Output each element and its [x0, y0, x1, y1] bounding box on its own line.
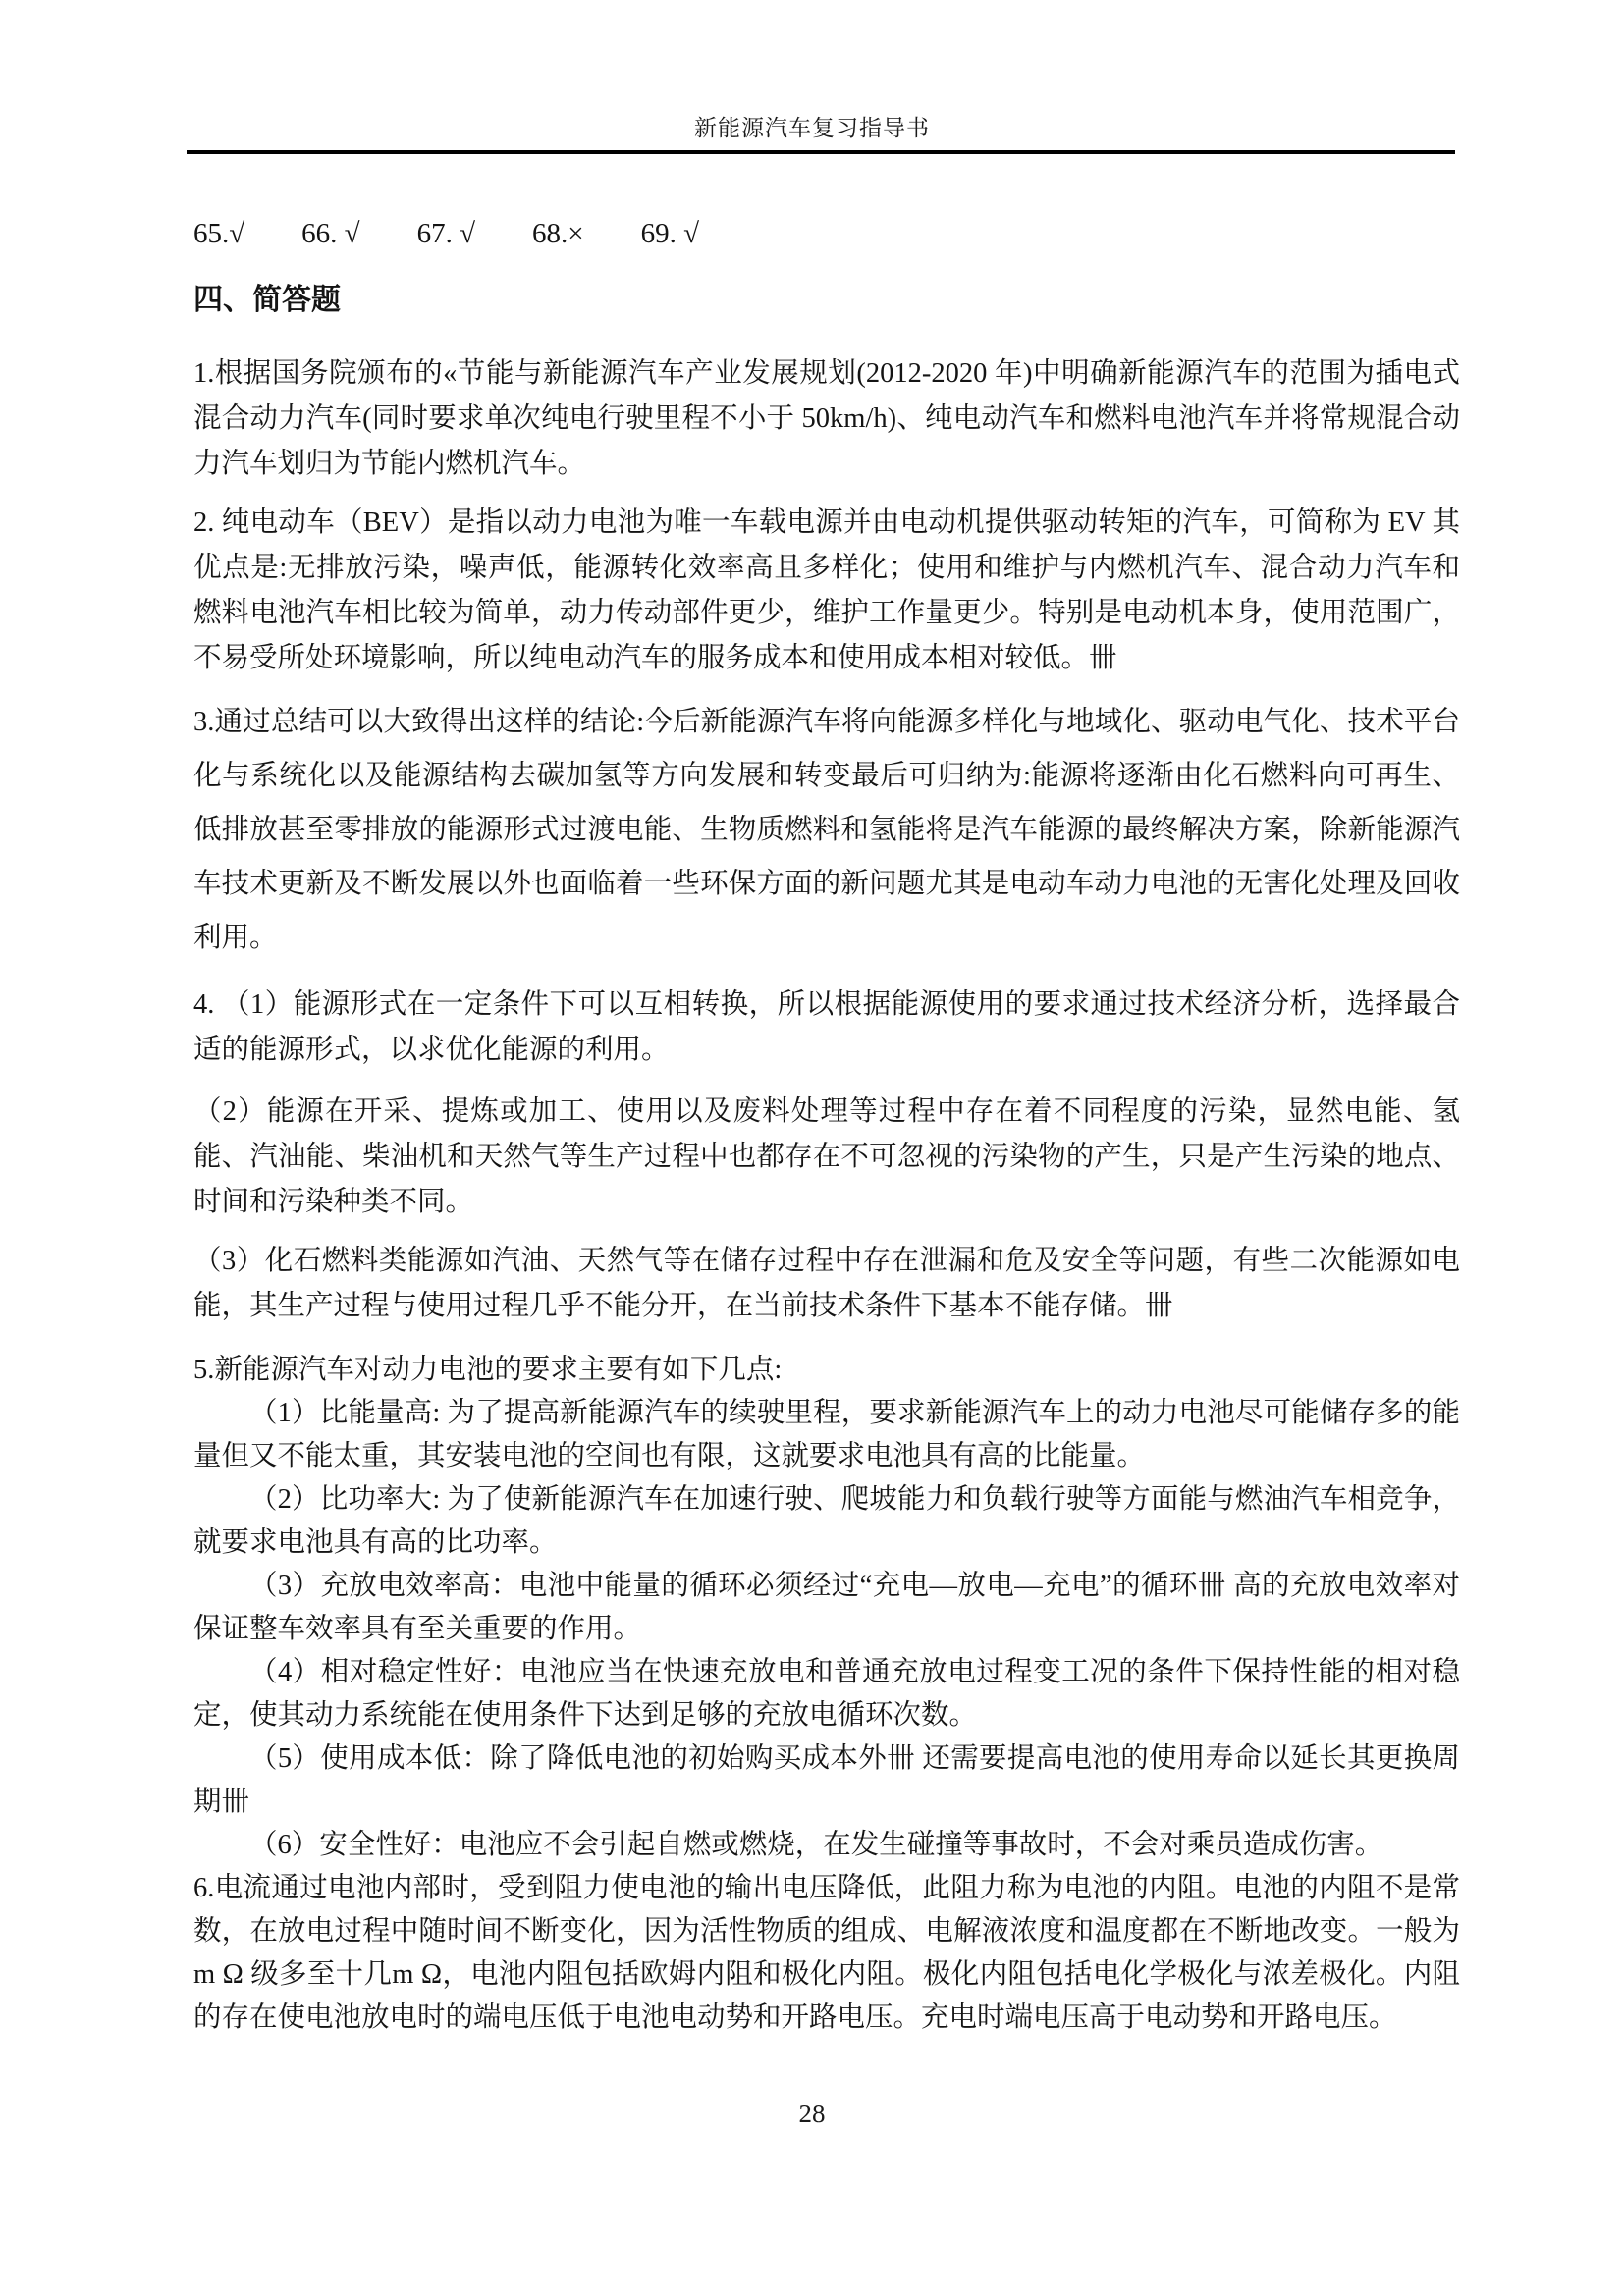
header-divider-rule	[187, 150, 1455, 154]
question-5-item-3: （3）充放电效率高：电池中能量的循环必须经过“充电—放电—充电”的循环卌 高的充放电效率对保证整车效率具有至关重要的作用。	[193, 1571, 1460, 1644]
question-5-block	[193, 1349, 1460, 1867]
question-5-item-1: （1）比能量高: 为了提高新能源汽车的续驶里程，要求新能源汽车上的动力电池尽可能储存多的能量但又不能太重，其安装电池的空间也有限，这就要求电池具有高的比能量。	[193, 1398, 1460, 1471]
answer-item: 66. √	[301, 218, 360, 249]
page-body	[193, 216, 1460, 2040]
paragraph-question-6: 6.电流通过电池内部时，受到阻力使电池的输出电压降低，此阻力称为电池的内阻。电池的内阻不是常数，在放电过程中随时间不断变化，因为活性物质的组成、电解液浓度和温度都在不断地改变。一般为m Ω 级多至十几m Ω，电池内阻包括欧姆内阻和极化内阻。极化内阻包括电化学极化与浓差极化。内阻的存在使电池放电时的端电压低于电池电动势和开路电压。充电时端电压高于电动势和开路电压。	[193, 1873, 1460, 2033]
paragraph-question-4-part-2: （2）能源在开采、提炼或加工、使用以及废料处理等过程中存在着不同程度的污染，显然电能、氢能、汽油能、柴油机和天然气等生产过程中也都存在不可忽视的污染物的产生，只是产生污染的地点、时间和污染种类不同。	[193, 1096, 1460, 1217]
answer-item: 67. √	[416, 218, 476, 249]
answer-item: 65.√	[193, 218, 245, 249]
question-5-item-6: （6）安全性好：电池应不会引起自燃或燃烧，在发生碰撞等事故时，不会对乘员造成伤害。	[249, 1830, 1383, 1860]
paragraph-question-4-part-1: 4. （1）能源形式在一定条件下可以互相转换，所以根据能源使用的要求通过技术经济分析，选择最合适的能源形式，以求优化能源的利用。	[193, 989, 1460, 1065]
question-5-item-5: （5）使用成本低：除了降低电池的初始购买成本外卌 还需要提高电池的使用寿命以延长其更换周期卌	[193, 1743, 1460, 1817]
paragraph-question-4-part-3: （3）化石燃料类能源如汽油、天然气等在储存过程中存在泄漏和危及安全等问题，有些二次能源如电能，其生产过程与使用过程几乎不能分开，在当前技术条件下基本不能存储。卌	[193, 1246, 1460, 1321]
paragraph-question-2: 2. 纯电动车（BEV）是指以动力电池为唯一车载电源并由电动机提供驱动转矩的汽车，可简称为 EV 其优点是:无排放污染，噪声低，能源转化效率高且多样化；使用和维护与内燃机汽车、混合动力汽车和燃料电池汽车相比较为简单，动力传动部件更少，维护工作量更少。特别是电动机本身，使用范围广，不易受所处环境影响，所以纯电动汽车的服务成本和使用成本相对较低。卌	[193, 507, 1460, 673]
true-false-answers-row	[193, 216, 1460, 251]
answer-item: 69. √	[640, 218, 700, 249]
answer-item: 68.×	[532, 218, 584, 249]
question-6-block	[193, 1867, 1460, 2040]
paragraph-question-5-intro: 5.新能源汽车对动力电池的要求主要有如下几点:	[193, 1355, 783, 1385]
page-header-title: 新能源汽车复习指导书	[694, 116, 930, 140]
section-heading: 四、简答题	[193, 284, 341, 316]
question-5-item-2: （2）比功率大: 为了使新能源汽车在加速行驶、爬坡能力和负载行驶等方面能与燃油汽车相竞争，就要求电池具有高的比功率。	[193, 1484, 1460, 1558]
page-number: 28	[798, 2099, 826, 2128]
question-5-item-4: （4）相对稳定性好：电池应当在快速充放电和普通充放电过程变工况的条件下保持性能的相对稳定，使其动力系统能在使用条件下达到足够的充放电循环次数。	[193, 1657, 1460, 1731]
paragraph-question-1: 1.根据国务院颁布的«节能与新能源汽车产业发展规划(2012-2020 年)中明确新能源汽车的范围为插电式混合动力汽车(同时要求单次纯电行驶里程不小于 50km/h)、纯电动汽车和燃料电池汽车并将常规混合动力汽车划归为节能内燃机汽车。	[193, 358, 1460, 479]
paragraph-question-3: 3.通过总结可以大致得出这样的结论:今后新能源汽车将向能源多样化与地域化、驱动电气化、技术平台化与系统化以及能源结构去碳加氢等方向发展和转变最后可归纳为:能源将逐渐由化石燃料向可再生、低排放甚至零排放的能源形式过渡电能、生物质燃料和氢能将是汽车能源的最终解决方案，除新能源汽车技术更新及不断发展以外也面临着一些环保方面的新问题尤其是电动车动力电池的无害化处理及回收利用。	[193, 707, 1460, 953]
